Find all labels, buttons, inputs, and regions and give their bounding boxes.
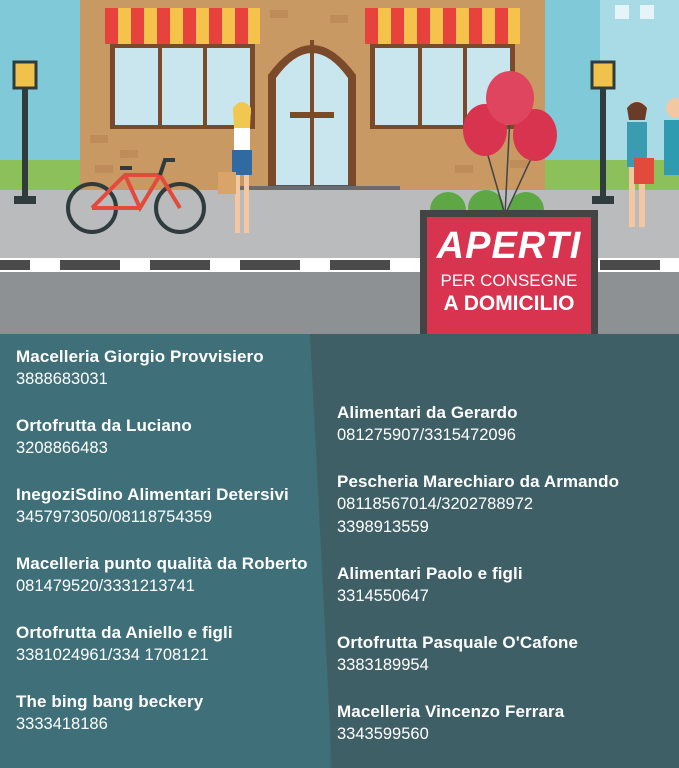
shop-list-right	[337, 401, 667, 768]
shop-name: Macelleria Vincenzo Ferrara	[337, 702, 565, 721]
shop-entry	[337, 401, 667, 470]
sign-title: APERTI	[436, 225, 582, 267]
shop-phone: 08118567014/3202788972	[337, 495, 534, 513]
shop-name: Ortofrutta Pasquale O'Cafone	[337, 633, 579, 652]
sign-text	[427, 226, 591, 316]
shop-phone: 081479520/3331213741	[16, 577, 195, 595]
shop-entry	[337, 562, 667, 631]
shop-phone: 3208866483	[16, 439, 108, 457]
shop-name: Alimentari da Gerardo	[337, 403, 518, 422]
shop-list-left	[16, 345, 336, 759]
shop-phone: 3333418186	[16, 715, 108, 733]
shop-entry	[16, 345, 336, 414]
shop-name: Alimentari Paolo e figli	[337, 564, 523, 583]
shop-name: Ortofrutta da Aniello e figli	[16, 623, 233, 642]
shop-entry	[16, 483, 336, 552]
shop-entry	[337, 631, 667, 700]
shop-phone: 3888683031	[16, 370, 108, 388]
shop-phone: 3383189954	[337, 656, 429, 674]
shop-entry	[16, 690, 336, 759]
shop-entry	[337, 470, 667, 562]
shop-phone: 3381024961/334 1708121	[16, 646, 209, 664]
shop-name: Macelleria Giorgio Provvisiero	[16, 347, 264, 366]
shop-phone: 3314550647	[337, 587, 429, 605]
shop-entry	[16, 552, 336, 621]
shop-phone: 3457973050/08118754359	[16, 508, 213, 526]
awning-left	[105, 8, 260, 44]
sign-subtitle-1: PER CONSEGNE	[440, 271, 578, 290]
shop-phone: 081275907/3315472096	[337, 426, 516, 444]
sign-subtitle-2: A DOMICILIO	[443, 292, 575, 315]
shop-entry	[16, 621, 336, 690]
shop-name: Pescheria Marechiaro da Armando	[337, 472, 620, 491]
shop-name: Ortofrutta da Luciano	[16, 416, 192, 435]
awning-right	[365, 8, 520, 44]
shop-name: Macelleria punto qualità da Roberto	[16, 554, 308, 573]
shop-name: InegoziSdino Alimentari Detersivi	[16, 485, 289, 504]
shop-phone: 3343599560	[337, 725, 429, 743]
shop-entry	[16, 414, 336, 483]
shop-phone-secondary: 3398913559	[337, 518, 429, 536]
shop-name: The bing bang beckery	[16, 692, 204, 711]
shop-entry	[337, 700, 667, 768]
